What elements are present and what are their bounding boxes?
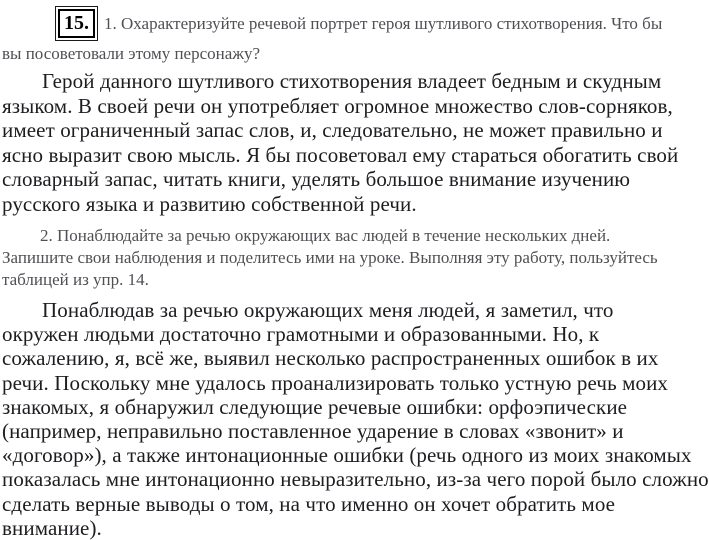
answer-2-line: (например, неправильно поставленное ударение в словах «звонит» и [2, 419, 624, 444]
exercise-number-box: 15. [58, 9, 95, 38]
answer-2-line: внимание). [2, 515, 102, 540]
answer-2-line: речи. Поскольку мне удалось проанализировать только устную речь моих [2, 370, 669, 395]
answer-2-line: окружен людьми достаточно грамотными и образованными. Но, к [2, 322, 600, 347]
task-2-block [2, 225, 700, 291]
task-1-line: 1. Охарактеризуйте речевой портрет героя шутливого стихотворения. Что бы [104, 14, 663, 33]
answer-2-line: сделать верные выводы о том, на что именно он хочет обратить мое [2, 491, 616, 516]
answer-1-line: русского языка и развитию собственной речи. [2, 191, 417, 216]
answer-1-line: Герой данного шутливого стихотворения владеет бедным и скудным [42, 69, 662, 93]
task-1-line: вы посоветовали этому персонажу? [2, 44, 261, 63]
answer-2-line: показалась мне интонационно невыразительно, из-за чего порой было сложно [2, 467, 709, 492]
task-2-line: таблицей из упр. 14. [2, 270, 149, 289]
answer-2-paragraph [2, 298, 709, 540]
answer-1-line: ясно выразит свою мысль. Я бы посоветовал ему стараться обогатить свой [2, 142, 679, 167]
task-2-line: 2. Понаблюдайте за речью окружающих вас людей в течение нескольких дней. [40, 226, 611, 245]
answer-2-line: Понаблюдав за речью окружающих меня людей, я заметил, что [42, 298, 614, 322]
answer-2-line: «договор»), а также интонационные ошибки (речь одного из моих знакомых [2, 443, 692, 468]
task-2-line: Запишите свои наблюдения и поделитесь ими на уроке. Выполняя эту работу, пользуйтесь [2, 248, 658, 267]
answer-2-line: знакомых, я обнаружил следующие речевые ошибки: орфоэпические [2, 394, 628, 419]
task-1-first-row [55, 6, 700, 41]
answer-1-line: языком. В своей речи он употребляет огромное множество слов-сорняков, [2, 93, 673, 118]
answer-2-line: сожалению, я, всё же, выявил несколько распространенных ошибок в их [2, 346, 659, 371]
answer-1-line: имеет ограниченный запас слов, и, следовательно, не может правильно и [2, 118, 663, 142]
answer-1-paragraph [2, 69, 700, 216]
task-1-block [2, 6, 700, 63]
answer-1-line: словарный запас, читать книги, уделять большое внимание изучению [2, 167, 631, 191]
